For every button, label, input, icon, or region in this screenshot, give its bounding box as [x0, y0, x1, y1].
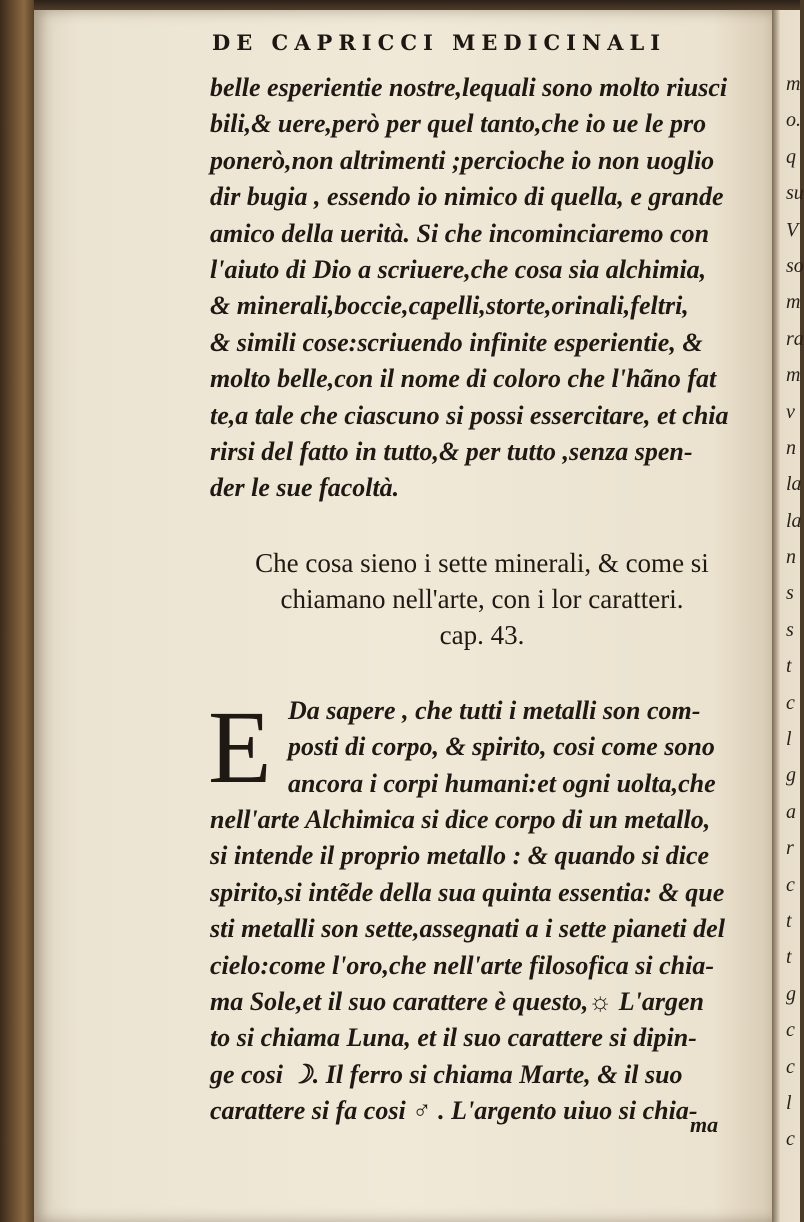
facing-page-fragment: g	[786, 764, 796, 787]
facing-page-fragment: t	[786, 655, 792, 678]
facing-page-fragment: r	[786, 837, 794, 860]
heading-line: cap. 43.	[439, 620, 525, 650]
text-line: bili,& uere,però per quel tanto,che io ue le pro	[210, 109, 707, 139]
paragraph-2-indented	[208, 690, 770, 805]
text-line: dir bugia , essendo io nimico di quella, e grande	[210, 182, 724, 212]
facing-page-fragment: su	[786, 182, 804, 205]
catchword: ma	[690, 1112, 719, 1137]
heading-line: Che cosa sieno i sette minerali, & come si	[255, 548, 709, 578]
text-line: Da sapere , che tutti i metalli son com-	[288, 696, 701, 725]
facing-page-fragment: so	[786, 254, 804, 277]
facing-page-fragment: m	[786, 73, 801, 95]
facing-page-fragment: a	[786, 800, 796, 823]
text-line: & simili cose:scriuendo infinite esperientie, &	[210, 327, 703, 357]
facing-page-fragment: n	[786, 436, 796, 459]
facing-page-fragment: s	[786, 582, 794, 605]
text-line: belle esperientie nostre,lequali sono molto riusci	[210, 73, 728, 102]
text-line: carattere si fa cosi ♂ . L'argento uiuo si chia-	[210, 1096, 698, 1126]
text-line: rirsi del fatto in tutto,& per tutto ,senza spen-	[210, 436, 693, 466]
text-line: & minerali,boccie,capelli,storte,orinali,feltri,	[210, 291, 689, 321]
text-line: cielo:come l'oro,che nell'arte filosofica si chia-	[210, 950, 715, 980]
drop-cap-initial: E	[208, 690, 272, 805]
facing-page-fragment: c	[786, 1055, 795, 1078]
text-line: te,a tale che ciascuno si possi essercitare, et chia	[210, 400, 729, 430]
text-line: spirito,si intẽde della sua quinta essentia: & que	[210, 877, 725, 907]
text-line: ma Sole,et il suo carattere è questo,☼ L'argen	[210, 986, 704, 1016]
text-line: molto belle,con il nome di coloro che l'hãno fat	[210, 364, 717, 394]
facing-page-fragment: m	[786, 364, 801, 387]
facing-page-fragment: g	[786, 982, 796, 1005]
text-line: ponerò,non altrimenti ;percioche io non uoglio	[210, 145, 715, 175]
facing-page-fragment: c	[786, 691, 795, 714]
facing-page-fragment: v	[786, 400, 795, 423]
facing-page-fragment: m	[786, 291, 801, 314]
running-header: DE CAPRICCI MEDICINALI	[212, 30, 667, 55]
facing-page-fragment: o.	[786, 109, 801, 132]
text-line: sti metalli son sette,assegnati a i sette pianeti del	[210, 914, 725, 944]
facing-page-fragment: c	[786, 1019, 795, 1042]
text-line: ge cosi ☽. Il ferro si chiama Marte, & il suo	[210, 1059, 683, 1089]
text-line: nell'arte Alchimica si dice corpo di un metallo,	[210, 805, 711, 834]
text-line: si intende il proprio metallo : & quando si dice	[210, 841, 710, 871]
facing-page-fragment: t	[786, 946, 792, 969]
facing-page-text	[786, 66, 804, 1158]
text-line: to si chiama Luna, et il suo carattere si dipin-	[210, 1023, 697, 1053]
text-line: l'aiuto di Dio a scriuere,che cosa sia alchimia,	[210, 254, 707, 284]
facing-page-fragment: q	[786, 145, 796, 168]
facing-page-fragment: c	[786, 873, 795, 896]
paragraph-2	[210, 802, 770, 1130]
facing-page-fragment: ra	[786, 327, 804, 350]
text-line: amico della uerità. Si che incominciaremo con	[210, 218, 710, 248]
facing-page-fragment: t	[786, 909, 792, 932]
facing-page-fragment: l	[786, 1091, 792, 1114]
paragraph-1	[210, 70, 770, 507]
facing-page-fragment: l	[786, 728, 792, 751]
facing-page-fragment: c	[786, 1128, 795, 1151]
heading-line: chiamano nell'arte, con i lor caratteri.	[280, 584, 684, 614]
text-line: der le sue facoltà.	[210, 473, 400, 503]
facing-page-fragment: s	[786, 618, 794, 641]
facing-page-fragment: n	[786, 546, 796, 569]
facing-page-fragment: V	[786, 218, 799, 241]
facing-page-fragment: la	[786, 509, 802, 532]
facing-page-fragment: la	[786, 473, 802, 496]
text-line: posti di corpo, & spirito, cosi come sono	[288, 732, 715, 762]
chapter-heading	[212, 545, 752, 653]
book-binding	[0, 0, 34, 1222]
text-line: ancora i corpi humani:et ogni uolta,che	[288, 768, 716, 798]
